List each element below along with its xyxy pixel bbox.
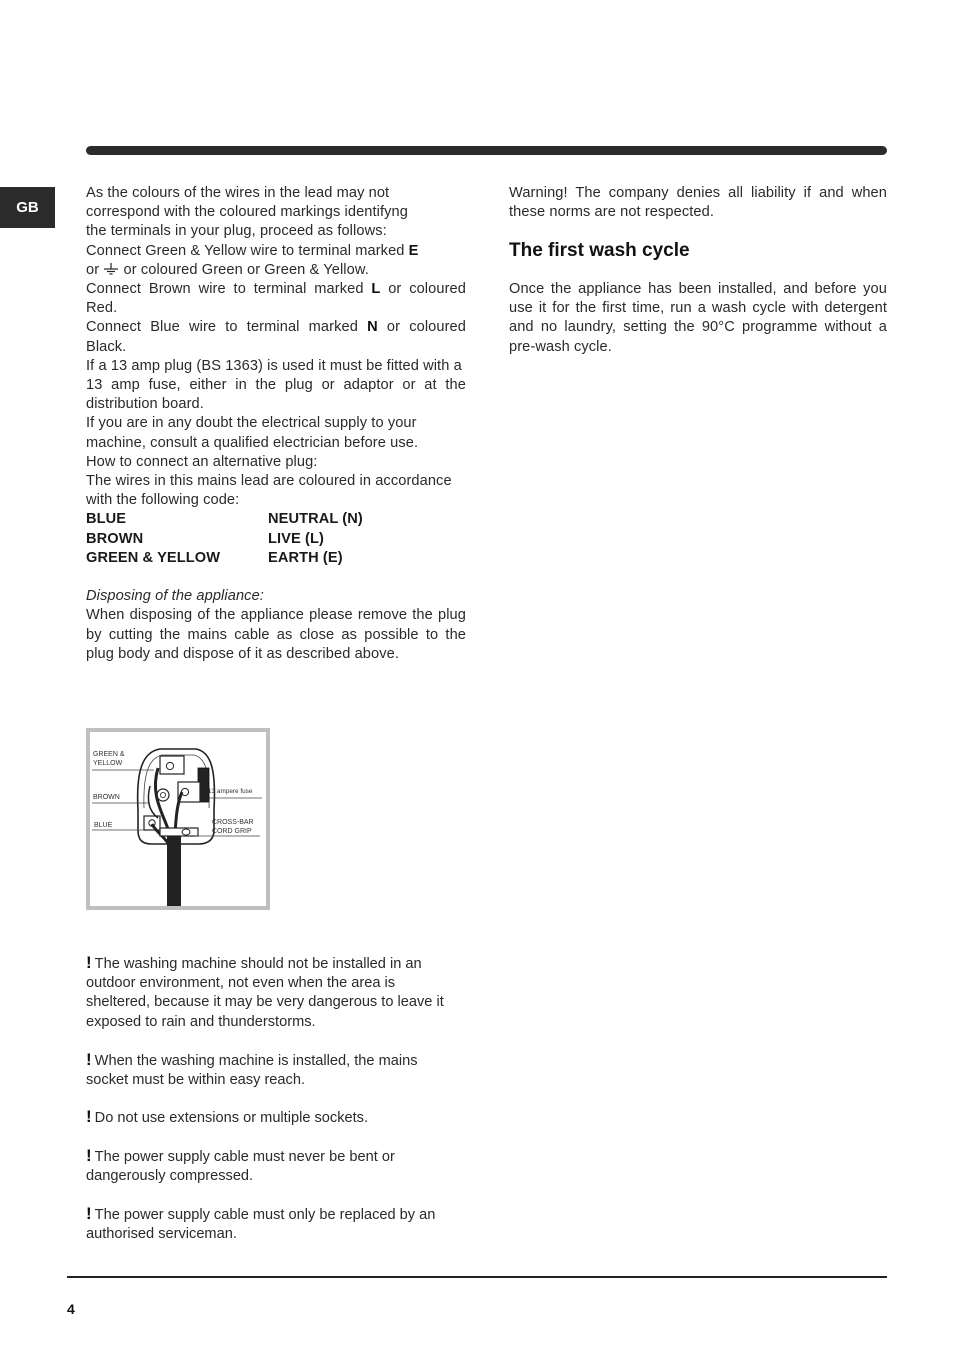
left-column <box>86 184 466 664</box>
disposing-title: Disposing of the appliance: <box>86 588 264 605</box>
amp-fuse-note: 13 amp fuse, either in the plug or adaptor or at the distribution board. <box>86 377 466 413</box>
warning-socket-reach: ! When the washing machine is installed, the mains socket must be within easy reach. <box>86 1050 418 1089</box>
section-heading: The first wash cycle <box>509 240 690 261</box>
label-cord-grip: CORD GRIP <box>212 828 252 835</box>
table-row: BLUE NEUTRAL (N) <box>86 511 363 528</box>
amp-plug-note: If a 13 amp plug (BS 1363) is used it must be fitted with a <box>86 357 462 374</box>
top-rule <box>86 146 887 155</box>
earth-symbol-icon <box>103 263 119 275</box>
warning-outdoor: ! The washing machine should not be installed in an outdoor environment, not even when the area is sheltered, because it may be very dangerous to leave it exposed to rain and thunderstorms. <box>86 953 444 1030</box>
green-yellow-instruction: Connect Green & Yellow wire to terminal marked E <box>86 242 419 259</box>
bottom-rule <box>67 1276 887 1278</box>
warning-cable-replace: ! The power supply cable must only be replaced by an authorised serviceman. <box>86 1204 436 1243</box>
earth-symbol-line: or or coloured Green or Green & Yellow. <box>86 261 369 278</box>
plug-wiring-diagram <box>86 728 270 910</box>
label-crossbar: CROSS-BAR <box>212 819 254 826</box>
wire-code-table <box>86 510 363 568</box>
first-wash-text: Once the appliance has been installed, and before you use it for the first time, run a wash cycle with detergent and no laundry, setting the 90°C programme without a pre-wash cycle. <box>509 281 887 355</box>
label-fuse: 13 ampere fuse <box>208 788 253 795</box>
wire-code-intro: The wires in this mains lead are coloured in accordance with the following code: <box>86 473 452 509</box>
page-number: 4 <box>67 1301 75 1317</box>
label-blue: BLUE <box>94 822 113 829</box>
warning-extensions: ! Do not use extensions or multiple sockets. <box>86 1107 369 1126</box>
doubt-note: If you are in any doubt the electrical supply to your machine, consult a qualified electrician before use. <box>86 415 419 451</box>
label-green-yellow-2: YELLOW <box>93 760 123 767</box>
brown-instruction: Connect Brown wire to terminal marked L or coloured Red. <box>86 281 466 317</box>
label-brown: BROWN <box>93 794 120 801</box>
liability-warning: Warning! The company denies all liability if and when these norms are not respected. <box>509 185 887 221</box>
right-column <box>509 184 887 222</box>
language-tab: GB <box>0 187 55 228</box>
first-wash-text-block <box>509 280 887 357</box>
intro-text: As the colours of the wires in the lead may not correspond with the coloured markings identifyng the terminals in your plug, proceed as follows: <box>86 185 408 240</box>
disposing-text: When disposing of the appliance please remove the plug by cutting the mains cable as close as possible to the plug body and dispose of it as described above. <box>86 607 466 662</box>
blue-instruction: Connect Blue wire to terminal marked N or coloured Black. <box>86 319 466 355</box>
alt-plug-heading: How to connect an alternative plug: <box>86 453 318 470</box>
table-row: GREEN & YELLOW EARTH (E) <box>86 549 343 566</box>
table-row: BROWN LIVE (L) <box>86 530 324 547</box>
warning-cable-bent: ! The power supply cable must never be bent or dangerously compressed. <box>86 1146 395 1185</box>
label-green-yellow: GREEN & <box>93 751 125 758</box>
